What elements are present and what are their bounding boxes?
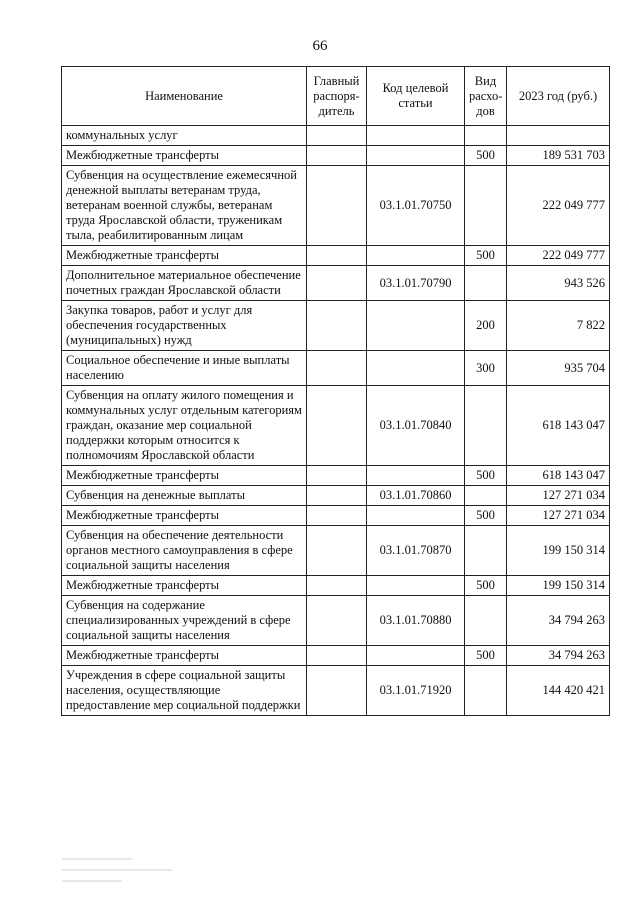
table-body	[62, 126, 610, 716]
row-amount-cell: 34 794 263	[507, 596, 610, 646]
row-name-cell: Учреждения в сфере социальной защиты населения, осуществляющие предоставление мер социальной поддержки	[62, 666, 307, 716]
row-code-cell: 03.1.01.70870	[367, 526, 465, 576]
header-target-code: Код целевой статьи	[367, 67, 465, 126]
row-code-cell	[367, 646, 465, 666]
row-name-cell: Закупка товаров, работ и услуг для обеспечения государственных (муниципальных) нужд	[62, 301, 307, 351]
row-name-cell: Субвенция на оплату жилого помещения и коммунальных услуг отдельным категориям граждан, оказание мер социальной поддержки которым относится к полномочиям Ярославской области	[62, 386, 307, 466]
scan-artifacts	[62, 858, 222, 896]
row-administrator-cell	[307, 246, 367, 266]
row-amount-cell: 199 150 314	[507, 526, 610, 576]
row-administrator-cell	[307, 301, 367, 351]
row-amount-cell: 127 271 034	[507, 506, 610, 526]
row-expense-type-cell: 500	[465, 506, 507, 526]
row-administrator-cell	[307, 126, 367, 146]
row-amount-cell: 943 526	[507, 266, 610, 301]
row-code-cell	[367, 301, 465, 351]
row-expense-type-cell	[465, 266, 507, 301]
row-administrator-cell	[307, 146, 367, 166]
table-row	[62, 466, 610, 486]
row-administrator-cell	[307, 666, 367, 716]
row-expense-type-cell: 500	[465, 576, 507, 596]
row-expense-type-cell: 500	[465, 646, 507, 666]
budget-table	[61, 66, 610, 716]
row-expense-type-cell: 200	[465, 301, 507, 351]
row-amount-cell: 935 704	[507, 351, 610, 386]
row-code-cell	[367, 126, 465, 146]
table-row	[62, 526, 610, 576]
row-name-cell: Межбюджетные трансферты	[62, 506, 307, 526]
row-amount-cell: 199 150 314	[507, 576, 610, 596]
row-code-cell	[367, 351, 465, 386]
row-code-cell: 03.1.01.70880	[367, 596, 465, 646]
row-code-cell	[367, 246, 465, 266]
table-row	[62, 246, 610, 266]
row-expense-type-cell	[465, 666, 507, 716]
page-number: 66	[312, 38, 328, 54]
row-administrator-cell	[307, 576, 367, 596]
row-code-cell	[367, 146, 465, 166]
table-row	[62, 301, 610, 351]
row-name-cell: Социальное обеспечение и иные выплаты населению	[62, 351, 307, 386]
row-amount-cell: 144 420 421	[507, 666, 610, 716]
header-amount-2023: 2023 год (руб.)	[507, 67, 610, 126]
table-row	[62, 506, 610, 526]
row-amount-cell: 189 531 703	[507, 146, 610, 166]
row-code-cell: 03.1.01.70840	[367, 386, 465, 466]
header-expense-type: Вид расхо-дов	[465, 67, 507, 126]
table-row	[62, 166, 610, 246]
table-row	[62, 146, 610, 166]
table-row	[62, 646, 610, 666]
table-row	[62, 126, 610, 146]
row-name-cell: Межбюджетные трансферты	[62, 466, 307, 486]
row-administrator-cell	[307, 466, 367, 486]
row-administrator-cell	[307, 386, 367, 466]
row-administrator-cell	[307, 351, 367, 386]
table-row	[62, 576, 610, 596]
table-row	[62, 351, 610, 386]
row-code-cell: 03.1.01.71920	[367, 666, 465, 716]
row-expense-type-cell	[465, 386, 507, 466]
row-code-cell	[367, 576, 465, 596]
row-code-cell: 03.1.01.70860	[367, 486, 465, 506]
row-amount-cell	[507, 126, 610, 146]
row-administrator-cell	[307, 526, 367, 576]
row-code-cell	[367, 466, 465, 486]
header-name: Наименование	[62, 67, 307, 126]
header-main-administrator: Главный распоря-дитель	[307, 67, 367, 126]
row-name-cell: Субвенция на обеспечение деятельности органов местного самоуправления в сфере социальной защиты населения	[62, 526, 307, 576]
row-expense-type-cell	[465, 486, 507, 506]
row-amount-cell: 34 794 263	[507, 646, 610, 666]
row-name-cell: Субвенция на содержание специализированных учреждений в сфере социальной защиты населения	[62, 596, 307, 646]
row-name-cell: коммунальных услуг	[62, 126, 307, 146]
row-amount-cell: 618 143 047	[507, 386, 610, 466]
row-amount-cell: 222 049 777	[507, 166, 610, 246]
row-expense-type-cell	[465, 126, 507, 146]
row-expense-type-cell: 500	[465, 246, 507, 266]
table-row	[62, 266, 610, 301]
row-administrator-cell	[307, 506, 367, 526]
row-expense-type-cell: 500	[465, 146, 507, 166]
row-administrator-cell	[307, 266, 367, 301]
row-name-cell: Субвенция на денежные выплаты	[62, 486, 307, 506]
row-administrator-cell	[307, 596, 367, 646]
table-row	[62, 486, 610, 506]
row-code-cell: 03.1.01.70750	[367, 166, 465, 246]
row-expense-type-cell: 500	[465, 466, 507, 486]
row-administrator-cell	[307, 166, 367, 246]
row-name-cell: Межбюджетные трансферты	[62, 646, 307, 666]
table-header	[62, 67, 610, 126]
row-name-cell: Субвенция на осуществление ежемесячной денежной выплаты ветеранам труда, ветеранам военной службы, ветеранам труда Ярославской области, труженикам тыла, реабилитированным лицам	[62, 166, 307, 246]
row-amount-cell: 7 822	[507, 301, 610, 351]
row-administrator-cell	[307, 486, 367, 506]
row-name-cell: Межбюджетные трансферты	[62, 576, 307, 596]
row-expense-type-cell	[465, 596, 507, 646]
row-code-cell: 03.1.01.70790	[367, 266, 465, 301]
row-administrator-cell	[307, 646, 367, 666]
row-name-cell: Межбюджетные трансферты	[62, 146, 307, 166]
row-expense-type-cell: 300	[465, 351, 507, 386]
table-row	[62, 666, 610, 716]
row-name-cell: Межбюджетные трансферты	[62, 246, 307, 266]
row-code-cell	[367, 506, 465, 526]
table-row	[62, 596, 610, 646]
row-name-cell: Дополнительное материальное обеспечение почетных граждан Ярославской области	[62, 266, 307, 301]
row-amount-cell: 222 049 777	[507, 246, 610, 266]
row-expense-type-cell	[465, 526, 507, 576]
row-amount-cell: 618 143 047	[507, 466, 610, 486]
row-expense-type-cell	[465, 166, 507, 246]
row-amount-cell: 127 271 034	[507, 486, 610, 506]
table-row	[62, 386, 610, 466]
